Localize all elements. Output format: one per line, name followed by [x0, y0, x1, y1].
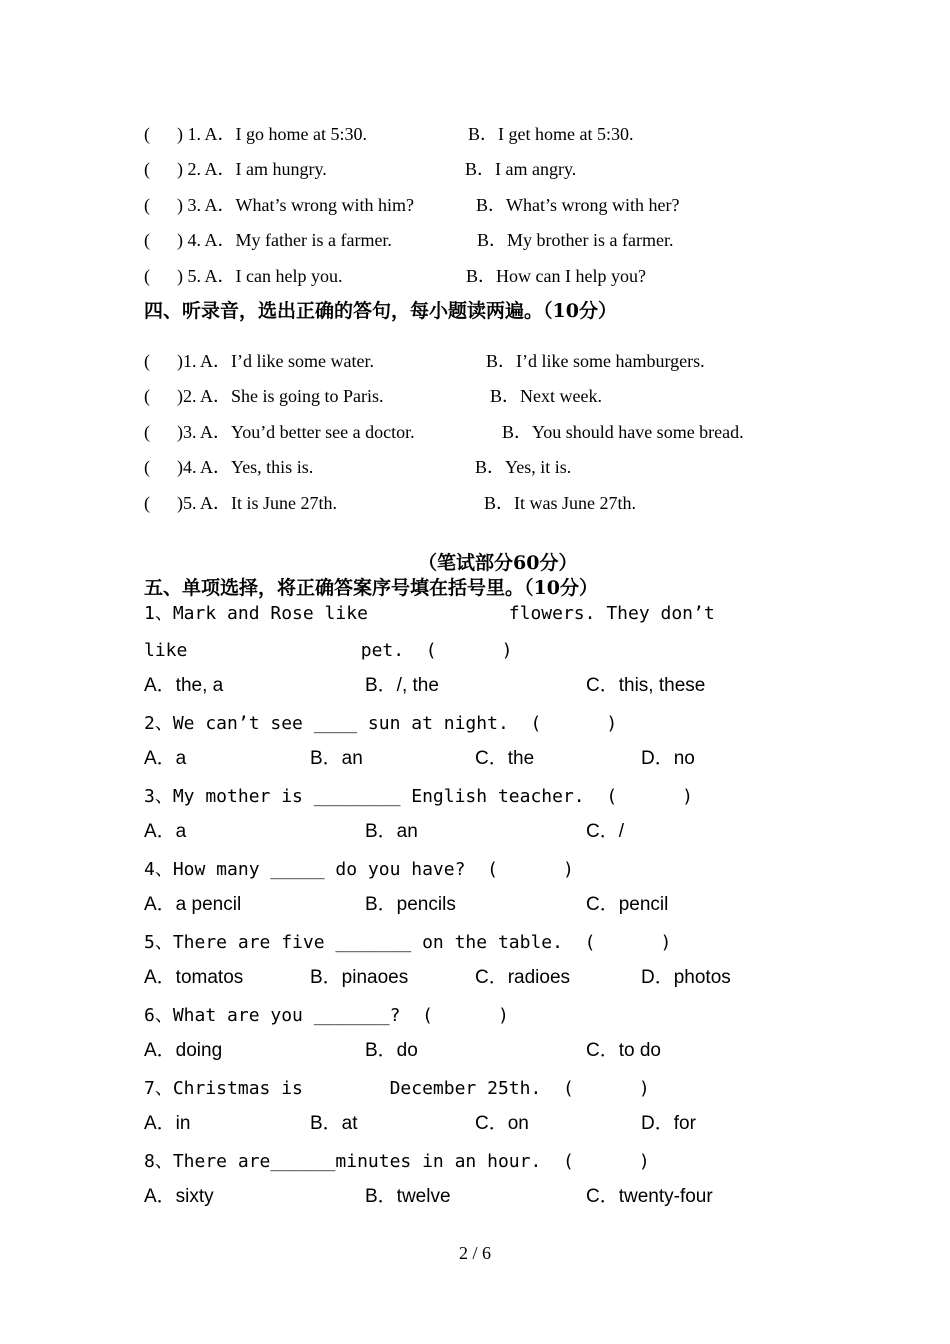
s4-item-5-a: ( )5. A．It is June 27th.: [144, 493, 337, 513]
q8-option-c: C．twenty-four: [586, 1186, 713, 1207]
s3-item-5-a: ( ) 5. A．I can help you.: [144, 266, 343, 286]
q3-option-c: C．/: [586, 821, 625, 842]
s3-item-1-b: B．I get home at 5:30.: [468, 124, 634, 144]
q3-option-b: B．an: [365, 821, 418, 842]
q6-option-c: C．to do: [586, 1040, 661, 1061]
q5-option-b: B．pinaoes: [310, 967, 409, 988]
s3-item-4-a: ( ) 4. A．My father is a farmer.: [144, 230, 392, 250]
q3-text: 3、My mother is ________ English teacher. ( ): [144, 786, 694, 807]
q6-option-a: A．doing: [144, 1040, 223, 1061]
q8-text: 8、There are______minutes in an hour. ( ): [144, 1151, 650, 1172]
s4-item-5-b: B．It was June 27th.: [484, 493, 636, 513]
s4-item-2-b: B．Next week.: [490, 386, 602, 406]
q4-text: 4、How many _____ do you have? ( ): [144, 859, 574, 880]
s4-item-3-b: B．You should have some bread.: [502, 422, 744, 442]
q4-option-b: B．pencils: [365, 894, 456, 915]
s3-item-1-a: ( ) 1. A．I go home at 5:30.: [144, 124, 367, 144]
s3-item-3-a: ( ) 3. A．What’s wrong with him?: [144, 195, 414, 215]
q4-option-a: A．a pencil: [144, 894, 242, 915]
s4-item-3-a: ( )3. A．You’d better see a doctor.: [144, 422, 415, 442]
q8-option-a: A．sixty: [144, 1186, 214, 1207]
s4-item-4-b: B．Yes, it is.: [475, 457, 572, 477]
q6-option-b: B．do: [365, 1040, 418, 1061]
q5-text: 5、There are five _______ on the table. ( ): [144, 932, 672, 953]
q7-option-b: B．at: [310, 1113, 358, 1134]
q2-option-a: A．a: [144, 748, 187, 769]
section5-heading: 五、单项选择，将正确答案序号填在括号里。（10分）: [144, 577, 598, 599]
s4-item-1-a: ( )1. A．I’d like some water.: [144, 351, 374, 371]
q8-option-b: B．twelve: [365, 1186, 451, 1207]
q5-option-c: C．radioes: [475, 967, 571, 988]
q1-option-c: C．this, these: [586, 675, 706, 696]
q7-option-d: D．for: [641, 1113, 696, 1134]
q1-line2: like pet. ( ): [144, 640, 513, 661]
q2-option-c: C．the: [475, 748, 535, 769]
q3-option-a: A．a: [144, 821, 187, 842]
s4-item-2-a: ( )2. A．She is going to Paris.: [144, 386, 384, 406]
q1-line1: 1、Mark and Rose like flowers. They don’t: [144, 603, 715, 624]
q7-text: 7、Christmas is December 25th. ( ): [144, 1078, 650, 1099]
q5-option-d: D．photos: [641, 967, 731, 988]
s4-item-4-a: ( )4. A．Yes, this is.: [144, 457, 314, 477]
q1-option-b: B．/, the: [365, 675, 439, 696]
q4-option-c: C．pencil: [586, 894, 669, 915]
q1-option-a: A．the, a: [144, 675, 224, 696]
q5-option-a: A．tomatos: [144, 967, 244, 988]
s3-item-5-b: B．How can I help you?: [466, 266, 646, 286]
q6-text: 6、What are you _______? ( ): [144, 1005, 509, 1026]
written-part-title: （笔试部分60分）: [418, 552, 578, 574]
q2-option-d: D．no: [641, 748, 695, 769]
q2-option-b: B．an: [310, 748, 363, 769]
section4-heading: 四、听录音，选出正确的答句，每小题读两遍。（10分）: [144, 300, 617, 322]
s3-item-2-b: B．I am angry.: [465, 159, 577, 179]
s4-item-1-b: B．I’d like some hamburgers.: [486, 351, 705, 371]
page-number: 2 / 6: [458, 1243, 491, 1263]
q7-option-a: A．in: [144, 1113, 191, 1134]
s3-item-4-b: B．My brother is a farmer.: [477, 230, 674, 250]
s3-item-3-b: B．What’s wrong with her?: [476, 195, 680, 215]
q7-option-c: C．on: [475, 1113, 529, 1134]
q2-text: 2、We can’t see ____ sun at night. ( ): [144, 713, 618, 734]
s3-item-2-a: ( ) 2. A．I am hungry.: [144, 159, 327, 179]
